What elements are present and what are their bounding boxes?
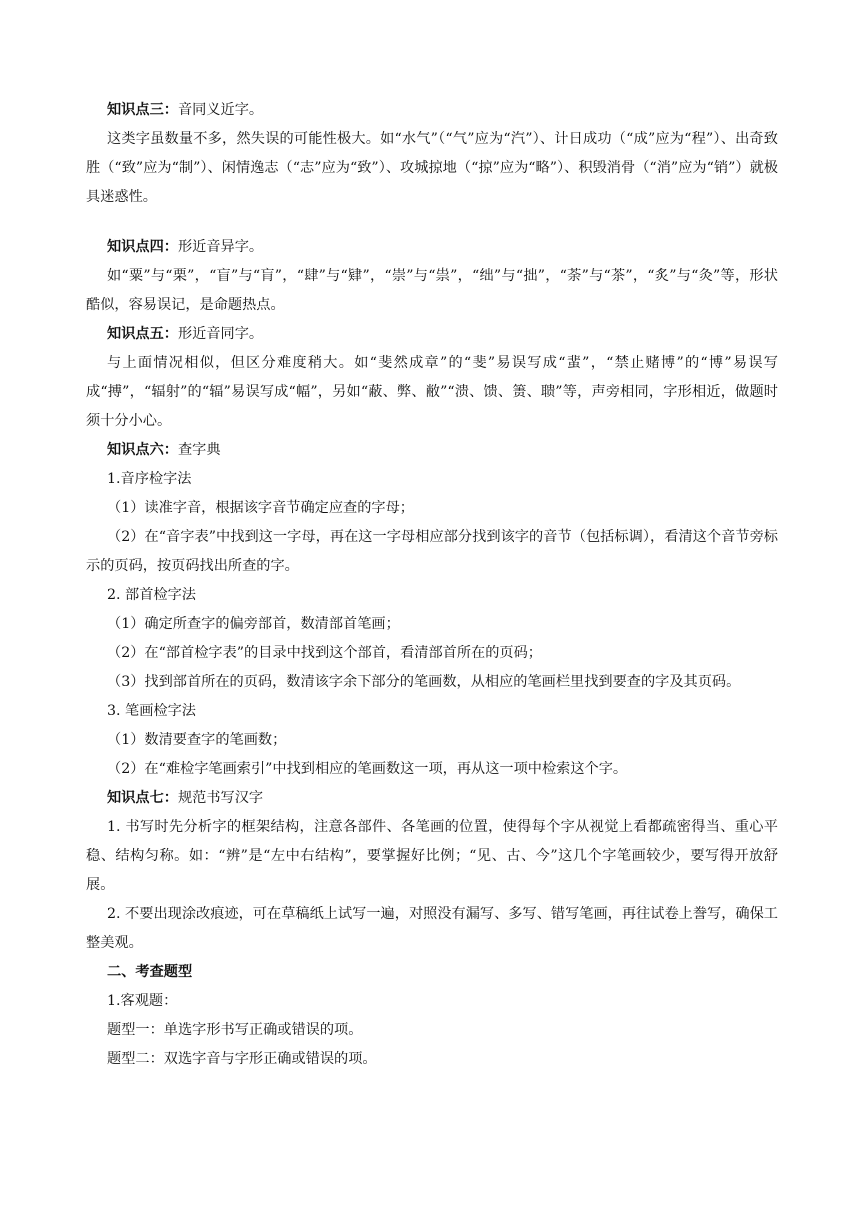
- document-page: [86, 96, 778, 1074]
- method-3-step-1: （1）数清要查字的笔画数；: [107, 732, 287, 748]
- knowledge-point-6-heading: [86, 436, 778, 465]
- method-3-heading: 3. 笔画检字法: [107, 703, 196, 719]
- objective-questions-heading: 1.客观题：: [107, 993, 178, 1009]
- knowledge-point-label: 知识点三：: [107, 102, 178, 118]
- knowledge-point-label: 知识点六：: [107, 442, 178, 458]
- knowledge-point-7-paragraph-2: 2. 不要出现涂改痕迹，可在草稿纸上试写一遍，对照没有漏写、多写、错写笔画，再往试卷上誊写，确保工整美观。: [86, 906, 778, 951]
- method-1-step-2: （2）在“音字表”中找到这一字母，再在这一字母相应部分找到该字的音节（包括标调），看清这个音节旁标示的页码，按页码找出所查的字。: [86, 529, 778, 574]
- question-type-1: 题型一：单选字形书写正确或错误的项。: [107, 1022, 363, 1038]
- question-type-2: 题型二：双选字音与字形正确或错误的项。: [107, 1051, 377, 1067]
- knowledge-point-title: 规范书写汉字: [177, 790, 264, 806]
- knowledge-point-4-heading: [86, 233, 778, 262]
- method-1-step-1: （1）读准字音，根据该字音节确定应查的字母；: [107, 500, 414, 516]
- knowledge-point-title: 音同义近字。: [177, 102, 264, 118]
- knowledge-point-3-body: 这类字虽数量不多，然失误的可能性极大。如“水气”（“气”应为“汽”）、计日成功（“成”应为“程”）、出奇致胜（“致”应为“制”）、闲情逸志（“志”应为“致”）、攻城掠地（“掠”应为“略”）、积毁消骨（“消”应为“销”）就极具迷惑性。: [86, 131, 778, 205]
- knowledge-point-5-body: 与上面情况相似，但区分难度稍大。如“斐然成章”的“斐”易误写成“蜚”，“禁止赌博”的“博”易误写成“搏”，“辐射”的“辐”易误写成“幅”，另如“蔽、弊、敝”“溃、馈、箦、聩”等，声旁相同，字形相近，做题时须十分小心。: [86, 355, 778, 429]
- knowledge-point-label: 知识点四：: [107, 239, 178, 255]
- knowledge-point-4-body: 如“粟”与“栗”，“盲”与“肓”，“肆”与“肄”，“崇”与“祟”，“绌”与“拙”，“荼”与“茶”，“炙”与“灸”等，形状酷似，容易误记，是命题热点。: [86, 268, 778, 313]
- method-2-heading: 2. 部首检字法: [107, 587, 196, 603]
- knowledge-point-label: 知识点七：: [107, 790, 178, 806]
- method-3-step-2: （2）在“难检字笔画索引”中找到相应的笔画数这一项，再从这一项中检索这个字。: [107, 761, 628, 777]
- paragraph-gap: [86, 212, 778, 233]
- method-2-step-2: （2）在“部首检字表”的目录中找到这个部首，看清部首所在的页码；: [107, 645, 542, 661]
- section-2-title: 二、考查题型: [107, 964, 193, 980]
- knowledge-point-title: 形近音同字。: [177, 326, 264, 342]
- knowledge-point-title: 查字典: [177, 442, 221, 458]
- knowledge-point-title: 形近音异字。: [177, 239, 264, 255]
- method-2-step-1: （1）确定所查字的偏旁部首，数清部首笔画；: [107, 616, 400, 632]
- knowledge-point-3-heading: [86, 96, 778, 125]
- knowledge-point-label: 知识点五：: [107, 326, 178, 342]
- method-1-heading: 1.音序检字法: [107, 471, 192, 487]
- knowledge-point-7-paragraph-1: 1. 书写时先分析字的框架结构，注意各部件、各笔画的位置，使得每个字从视觉上看都疏密得当、重心平稳、结构匀称。如：“辨”是“左中右结构”，要掌握好比例；“见、古、今”这几个字笔画较少，要写得开放舒展。: [86, 819, 778, 893]
- method-2-step-3: （3）找到部首所在的页码，数清该字余下部分的笔画数，从相应的笔画栏里找到要查的字及其页码。: [107, 674, 741, 690]
- knowledge-point-7-heading: [86, 784, 778, 813]
- knowledge-point-5-heading: [86, 320, 778, 349]
